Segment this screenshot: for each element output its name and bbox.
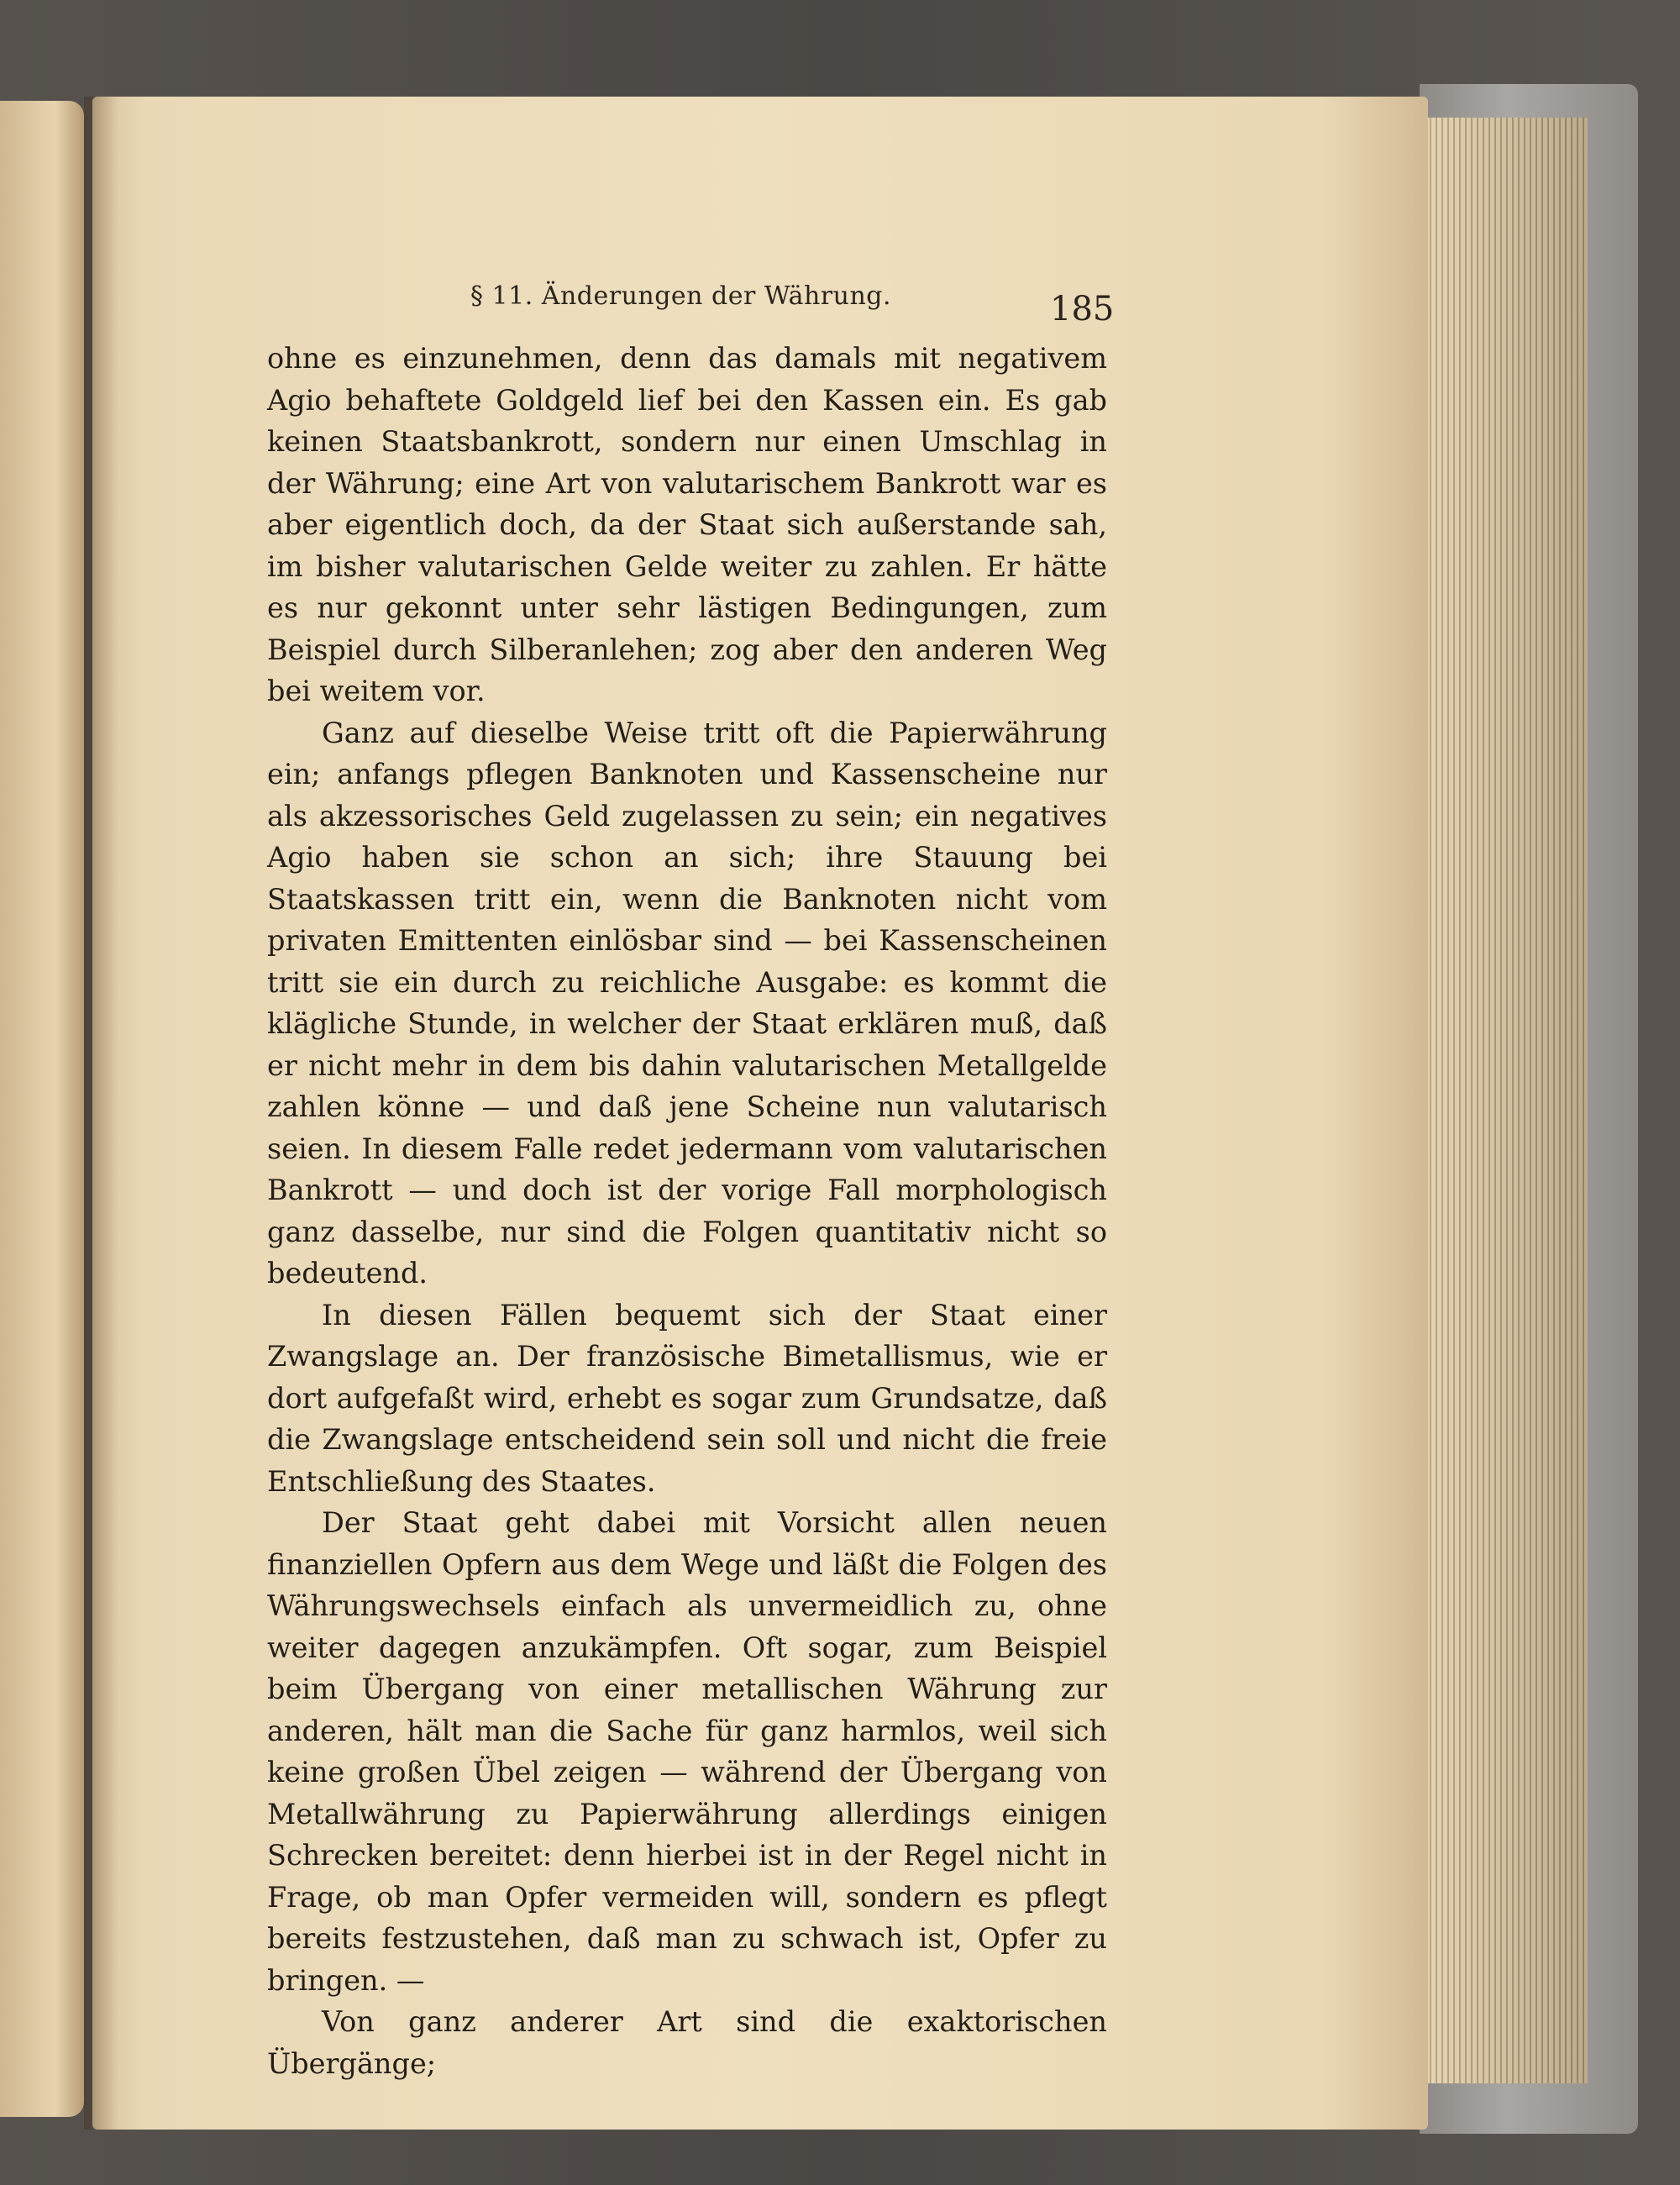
paragraph: Der Staat geht dabei mit Vorsicht allen neuen finanziellen Opfern aus dem Wege und läßt die Folgen des Währungswechsels einfach als unvermeidlich zu, ohne weiter dagegen anzukämpfen. Oft sogar, zum Beispiel beim Übergang von einer metallischen Währung zur anderen, hält man die Sache für ganz harmlos, weil sich keine großen Übel zeigen — während der Übergang von Metallwährung zu Papierwährung allerdings einigen Schrecken bereitet: denn hierbei ist in der Regel nicht in Frage, ob man Opfer vermeiden will, sondern es pflegt bereits festzustehen, daß man zu schwach ist, Opfer zu bringen. — [267,1506,1107,1997]
page-number: 185 [1050,290,1115,328]
section-title: § 11. Änderungen der Währung. [470,281,892,311]
running-header [269,281,1115,328]
gutter-shadow [84,97,118,2130]
paragraph: Von ganz anderer Art sind die exaktorischen Übergänge; [267,2005,1107,2080]
paragraph: In diesen Fällen bequemt sich der Staat einer Zwangslage an. Der französische Bimetallismus, wie er dort aufgefaßt wird, erhebt es sogar zum Grundsatze, daß die Zwangslage entscheidend sein soll und nicht die freie Entschließung des Staates. [267,1298,1107,1498]
body-text [267,338,1107,2084]
left-page-edge [0,101,84,2117]
paragraph: ohne es einzunehmen, denn das damals mit negativem Agio behaftete Goldgeld lief bei den Kassen ein. Es gab keinen Staatsbankrott, sondern nur einen Umschlag in der Währung; eine Art von valutarischem Bankrott war es aber eigentlich doch, da der Staat sich außerstande sah, im bisher valutarischen Gelde weiter zu zahlen. Er hätte es nur gekonnt unter sehr lästigen Bedingungen, zum Beispiel durch Silberanlehen; zog aber den anderen Weg bei weitem vor. [267,342,1107,707]
paragraph: Ganz auf dieselbe Weise tritt oft die Papierwährung ein; anfangs pflegen Banknoten und Kassenscheine nur als akzessorisches Geld zugelassen zu sein; ein negatives Agio haben sie schon an sich; ihre Stauung bei Staatskassen tritt ein, wenn die Banknoten nicht vom privaten Emittenten einlösbar sind — bei Kassenscheinen tritt sie ein durch zu reichliche Ausgabe: es kommt die klägliche Stunde, in welcher der Staat erklären muß, daß er nicht mehr in dem bis dahin valutarischen Metallgelde zahlen könne — und daß jene Scheine nun valutarisch seien. In diesem Falle redet jedermann vom valutarischen Bankrott — und doch ist der vorige Fall morphologisch ganz dasselbe, nur sind die Folgen quantitativ nicht so bedeutend. [267,716,1107,1289]
